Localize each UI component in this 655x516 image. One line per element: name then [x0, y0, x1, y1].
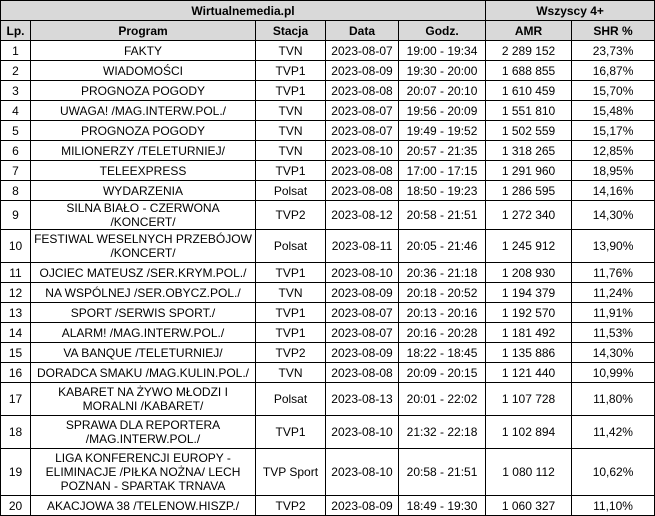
- cell-amr: 1 610 459: [486, 81, 572, 101]
- cell-amr: 1 192 570: [486, 303, 572, 323]
- cell-station: TVN: [256, 283, 326, 303]
- cell-date: 2023-08-08: [326, 363, 399, 383]
- cell-lp: 5: [1, 121, 31, 141]
- column-header-date: Data: [326, 21, 399, 41]
- cell-date: 2023-08-10: [326, 141, 399, 161]
- table-body: [1, 41, 655, 516]
- cell-station: TVN: [256, 363, 326, 383]
- cell-time: 20:05 - 21:46: [399, 230, 486, 263]
- cell-amr: 1 102 894: [486, 416, 572, 449]
- cell-date: 2023-08-08: [326, 181, 399, 201]
- cell-lp: 10: [1, 230, 31, 263]
- column-header-program: Program: [31, 21, 256, 41]
- cell-shr: 11,53%: [572, 323, 655, 343]
- cell-amr: 1 502 559: [486, 121, 572, 141]
- cell-shr: 11,10%: [572, 496, 655, 516]
- cell-lp: 6: [1, 141, 31, 161]
- table-row: [1, 383, 655, 416]
- cell-station: TVP2: [256, 496, 326, 516]
- cell-time: 20:58 - 21:51: [399, 201, 486, 230]
- cell-time: 20:07 - 20:10: [399, 81, 486, 101]
- cell-shr: 10,62%: [572, 449, 655, 496]
- cell-station: Polsat: [256, 383, 326, 416]
- cell-lp: 11: [1, 263, 31, 283]
- cell-lp: 1: [1, 41, 31, 61]
- cell-date: 2023-08-08: [326, 81, 399, 101]
- cell-lp: 16: [1, 363, 31, 383]
- cell-time: 19:30 - 20:00: [399, 61, 486, 81]
- cell-amr: 1 286 595: [486, 181, 572, 201]
- cell-shr: 11,80%: [572, 383, 655, 416]
- cell-amr: 1 291 960: [486, 161, 572, 181]
- column-header-lp: Lp.: [1, 21, 31, 41]
- column-header-shr: SHR %: [572, 21, 655, 41]
- cell-program: OJCIEC MATEUSZ /SER.KRYM.POL./: [31, 263, 256, 283]
- cell-lp: 4: [1, 101, 31, 121]
- table-row: [1, 181, 655, 201]
- table-row: [1, 161, 655, 181]
- cell-lp: 2: [1, 61, 31, 81]
- table-row: [1, 363, 655, 383]
- cell-shr: 18,95%: [572, 161, 655, 181]
- table-row: [1, 343, 655, 363]
- cell-date: 2023-08-07: [326, 121, 399, 141]
- cell-station: TVP1: [256, 161, 326, 181]
- cell-station: TVN: [256, 121, 326, 141]
- cell-time: 18:50 - 19:23: [399, 181, 486, 201]
- cell-lp: 12: [1, 283, 31, 303]
- cell-date: 2023-08-08: [326, 161, 399, 181]
- cell-program: VA BANQUE /TELETURNIEJ/: [31, 343, 256, 363]
- cell-amr: 1 080 112: [486, 449, 572, 496]
- cell-lp: 8: [1, 181, 31, 201]
- cell-amr: 1 135 886: [486, 343, 572, 363]
- table-row: [1, 323, 655, 343]
- cell-station: TVP1: [256, 263, 326, 283]
- cell-lp: 7: [1, 161, 31, 181]
- cell-time: 20:18 - 20:52: [399, 283, 486, 303]
- cell-program: NA WSPÓLNEJ /SER.OBYCZ.POL./: [31, 283, 256, 303]
- cell-station: TVP2: [256, 343, 326, 363]
- cell-time: 19:00 - 19:34: [399, 41, 486, 61]
- cell-amr: 1 060 327: [486, 496, 572, 516]
- cell-time: 18:49 - 19:30: [399, 496, 486, 516]
- table-row: [1, 263, 655, 283]
- cell-program: WIADOMOŚCI: [31, 61, 256, 81]
- cell-lp: 17: [1, 383, 31, 416]
- cell-lp: 13: [1, 303, 31, 323]
- cell-shr: 15,17%: [572, 121, 655, 141]
- cell-date: 2023-08-12: [326, 201, 399, 230]
- cell-shr: 15,70%: [572, 81, 655, 101]
- cell-program: FESTIWAL WESELNYCH PRZEBÓJOW /KONCERT/: [31, 230, 256, 263]
- cell-program: FAKTY: [31, 41, 256, 61]
- cell-station: TVP1: [256, 61, 326, 81]
- cell-lp: 14: [1, 323, 31, 343]
- cell-time: 20:01 - 22:02: [399, 383, 486, 416]
- cell-station: TVP1: [256, 303, 326, 323]
- cell-station: Polsat: [256, 230, 326, 263]
- table-row: [1, 101, 655, 121]
- cell-program: DORADCA SMAKU /MAG.KULIN.POL./: [31, 363, 256, 383]
- table-row: [1, 81, 655, 101]
- cell-time: 20:09 - 20:15: [399, 363, 486, 383]
- cell-station: TVP Sport: [256, 449, 326, 496]
- cell-program: MILIONERZY /TELETURNIEJ/: [31, 141, 256, 161]
- cell-shr: 14,16%: [572, 181, 655, 201]
- table-row: [1, 41, 655, 61]
- cell-amr: 1 107 728: [486, 383, 572, 416]
- cell-shr: 14,30%: [572, 343, 655, 363]
- cell-shr: 11,76%: [572, 263, 655, 283]
- cell-shr: 13,90%: [572, 230, 655, 263]
- cell-amr: 1 318 265: [486, 141, 572, 161]
- cell-shr: 23,73%: [572, 41, 655, 61]
- cell-station: TVP2: [256, 201, 326, 230]
- cell-shr: 14,30%: [572, 201, 655, 230]
- table-row: [1, 496, 655, 516]
- cell-date: 2023-08-09: [326, 283, 399, 303]
- header-row-columns: [1, 21, 655, 41]
- cell-time: 20:58 - 21:51: [399, 449, 486, 496]
- cell-date: 2023-08-07: [326, 101, 399, 121]
- cell-time: 20:57 - 21:35: [399, 141, 486, 161]
- cell-shr: 16,87%: [572, 61, 655, 81]
- cell-station: TVN: [256, 101, 326, 121]
- cell-amr: 1 551 810: [486, 101, 572, 121]
- table-row: [1, 201, 655, 230]
- cell-program: KABARET NA ŻYWO MŁODZI I MORALNI /KABARET/: [31, 383, 256, 416]
- cell-date: 2023-08-10: [326, 263, 399, 283]
- cell-program: AKACJOWA 38 /TELENOW.HISZP./: [31, 496, 256, 516]
- cell-program: LIGA KONFERENCJI EUROPY - ELIMINACJE /PIŁKA NOŻNA/ LECH POZNAN - SPARTAK TRNAVA: [31, 449, 256, 496]
- cell-date: 2023-08-11: [326, 230, 399, 263]
- cell-station: Polsat: [256, 181, 326, 201]
- cell-date: 2023-08-09: [326, 61, 399, 81]
- cell-program: TELEEXPRESS: [31, 161, 256, 181]
- table-row: [1, 61, 655, 81]
- source-header: Wirtualnemedia.pl: [1, 1, 486, 21]
- cell-time: 21:32 - 22:18: [399, 416, 486, 449]
- cell-lp: 18: [1, 416, 31, 449]
- cell-shr: 11,42%: [572, 416, 655, 449]
- cell-time: 18:22 - 18:45: [399, 343, 486, 363]
- cell-shr: 11,24%: [572, 283, 655, 303]
- cell-shr: 15,48%: [572, 101, 655, 121]
- cell-station: TVP1: [256, 81, 326, 101]
- cell-time: 17:00 - 17:15: [399, 161, 486, 181]
- cell-date: 2023-08-07: [326, 303, 399, 323]
- column-header-station: Stacja: [256, 21, 326, 41]
- cell-program: PROGNOZA POGODY: [31, 121, 256, 141]
- column-header-time: Godz.: [399, 21, 486, 41]
- table-row: [1, 449, 655, 496]
- cell-program: SPORT /SERWIS SPORT./: [31, 303, 256, 323]
- cell-time: 19:56 - 20:09: [399, 101, 486, 121]
- cell-date: 2023-08-09: [326, 496, 399, 516]
- cell-amr: 1 688 855: [486, 61, 572, 81]
- cell-station: TVP1: [256, 323, 326, 343]
- table-row: [1, 416, 655, 449]
- cell-program: PROGNOZA POGODY: [31, 81, 256, 101]
- cell-date: 2023-08-10: [326, 416, 399, 449]
- cell-amr: 2 289 152: [486, 41, 572, 61]
- cell-date: 2023-08-10: [326, 449, 399, 496]
- cell-amr: 1 194 379: [486, 283, 572, 303]
- cell-lp: 9: [1, 201, 31, 230]
- cell-program: UWAGA! /MAG.INTERW.POL./: [31, 101, 256, 121]
- cell-amr: 1 272 340: [486, 201, 572, 230]
- cell-date: 2023-08-07: [326, 41, 399, 61]
- cell-time: 20:36 - 21:18: [399, 263, 486, 283]
- cell-shr: 10,99%: [572, 363, 655, 383]
- cell-program: SPRAWA DLA REPORTERA /MAG.INTERW.POL./: [31, 416, 256, 449]
- cell-shr: 11,91%: [572, 303, 655, 323]
- cell-shr: 12,85%: [572, 141, 655, 161]
- cell-program: ALARM! /MAG.INTERW.POL./: [31, 323, 256, 343]
- cell-lp: 19: [1, 449, 31, 496]
- cell-time: 20:13 - 20:16: [399, 303, 486, 323]
- header-row-top: [1, 1, 655, 21]
- audience-header: Wszyscy 4+: [486, 1, 655, 21]
- cell-amr: 1 245 912: [486, 230, 572, 263]
- cell-amr: 1 181 492: [486, 323, 572, 343]
- cell-amr: 1 121 440: [486, 363, 572, 383]
- table-row: [1, 303, 655, 323]
- cell-program: SILNA BIAŁO - CZERWONA /KONCERT/: [31, 201, 256, 230]
- cell-program: WYDARZENIA: [31, 181, 256, 201]
- cell-date: 2023-08-13: [326, 383, 399, 416]
- column-header-amr: AMR: [486, 21, 572, 41]
- cell-time: 19:49 - 19:52: [399, 121, 486, 141]
- cell-station: TVN: [256, 41, 326, 61]
- cell-lp: 15: [1, 343, 31, 363]
- table-row: [1, 283, 655, 303]
- cell-time: 20:16 - 20:28: [399, 323, 486, 343]
- cell-date: 2023-08-09: [326, 343, 399, 363]
- table-row: [1, 121, 655, 141]
- cell-lp: 3: [1, 81, 31, 101]
- cell-lp: 20: [1, 496, 31, 516]
- cell-amr: 1 208 930: [486, 263, 572, 283]
- table-row: [1, 230, 655, 263]
- cell-station: TVP1: [256, 416, 326, 449]
- table-row: [1, 141, 655, 161]
- cell-station: TVN: [256, 141, 326, 161]
- cell-date: 2023-08-07: [326, 323, 399, 343]
